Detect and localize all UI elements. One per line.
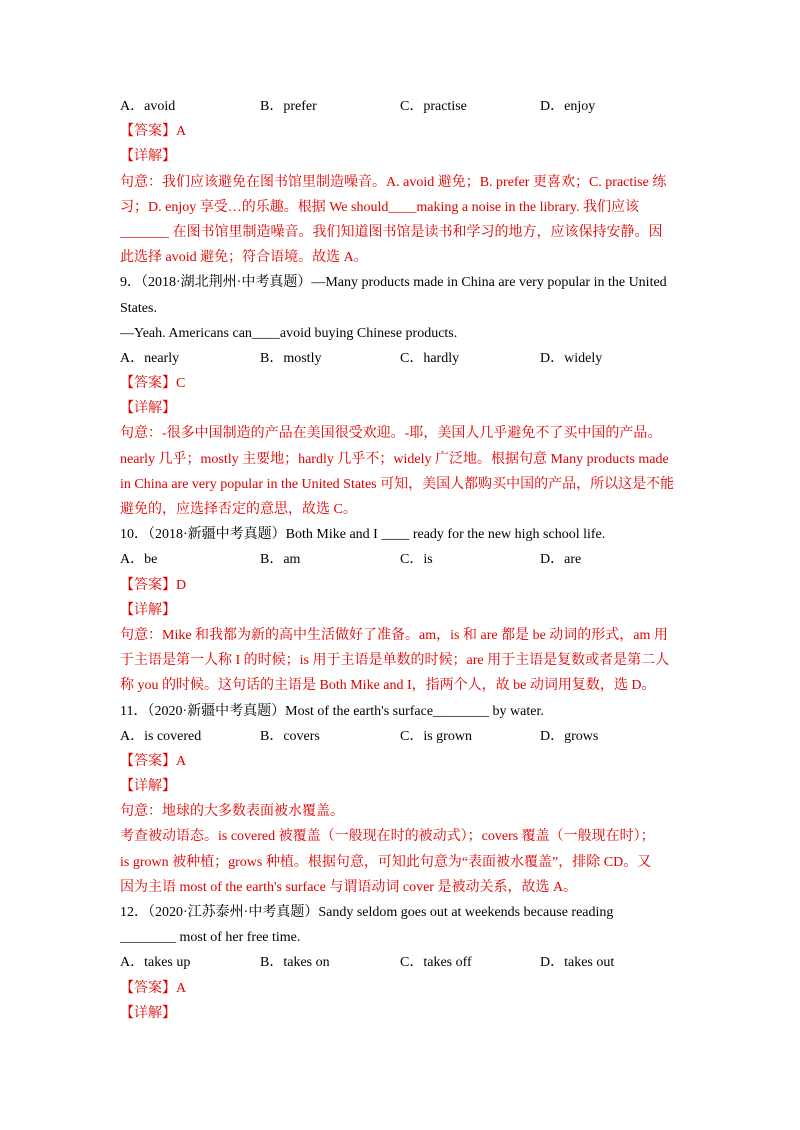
option-b: B．covers <box>260 728 320 744</box>
q8-detail-label: 【详解】 <box>120 149 176 165</box>
q9-stem: 9．（2018·湖北荆州·中考真题）—Many products made in China are very popular in the United <box>120 275 667 291</box>
option-c: C．practise <box>400 99 467 114</box>
q11-explain-line: 因为主语 most of the earth's surface 与谓语动词 cover 是被动关系，故选 A。 <box>120 879 578 895</box>
q10-detail-label: 【详解】 <box>120 602 176 618</box>
option-c: C．is <box>400 552 433 568</box>
option-a: A．takes up <box>120 955 191 971</box>
q9-answer: 【答案】C <box>120 376 186 392</box>
q12-detail-label: 【详解】 <box>120 1005 176 1021</box>
q8-explain-line: 习；D. enjoy 享受…的乐趣。根据 We should____making a noise in the library. 我们应该 <box>120 199 640 215</box>
q10-answer: 【答案】D <box>120 577 187 593</box>
q12-options <box>120 950 680 975</box>
page-content <box>120 94 680 1026</box>
q8-explain-line: 句意：我们应该避免在图书馆里制造噪音。A. avoid 避免；B. prefer 更喜欢；C. practise 练 <box>120 174 667 190</box>
q8-explain-line: _______ 在图书馆里制造噪音。我们知道图书馆是读书和学习的地方，应该保持安静。因 <box>120 224 663 240</box>
option-d: D．are <box>540 552 582 568</box>
option-d: D．grows <box>540 728 599 744</box>
option-a: A．avoid <box>120 99 176 114</box>
q11-answer: 【答案】A <box>120 753 187 769</box>
q10-stem: 10．（2018·新疆中考真题）Both Mike and I ____ ready for the new high school life. <box>120 527 606 543</box>
option-b: B．am <box>260 552 301 568</box>
q9-explain-line: 句意：-很多中国制造的产品在美国很受欢迎。-耶，美国人几乎避免不了买中国的产品。 <box>120 426 662 442</box>
q11-options <box>120 724 680 749</box>
option-a: A．nearly <box>120 350 180 366</box>
q12-stem: 12．（2020·江苏泰州·中考真题）Sandy seldom goes out at weekends because reading <box>120 905 614 920</box>
option-d: D．enjoy <box>540 99 596 114</box>
option-c: C．takes off <box>400 955 472 971</box>
q9-explain-line: nearly 几乎；mostly 主要地；hardly 几乎不；widely 广泛地。根据句意 Many products made <box>120 451 669 467</box>
option-b: B．mostly <box>260 350 322 366</box>
q12-stem: ________ most of her free time. <box>120 930 301 946</box>
option-c: C．hardly <box>400 350 460 366</box>
q8-answer: 【答案】A <box>120 124 187 140</box>
q12-answer: 【答案】A <box>120 980 187 996</box>
q9-detail-label: 【详解】 <box>120 401 176 417</box>
option-b: B．prefer <box>260 99 317 114</box>
q8-options <box>120 94 680 119</box>
option-c: C．is grown <box>400 728 472 744</box>
option-b: B．takes on <box>260 955 330 971</box>
q10-explain-line: 于主语是第一人称 I 的时候；is 用于主语是单数的时候；are 用于主语是复数或者是第二人 <box>120 653 670 669</box>
option-d: D．takes out <box>540 955 615 971</box>
q9-stem: States. <box>120 300 157 316</box>
q10-options <box>120 547 680 572</box>
q11-stem: 11．（2020·新疆中考真题）Most of the earth's surface________ by water. <box>120 703 544 719</box>
q8-explain-line: 此选择 avoid 避免；符合语境。故选 A。 <box>120 250 368 266</box>
q9-stem: —Yeah. Americans can____avoid buying Chinese products. <box>120 325 458 341</box>
option-a: A．is covered <box>120 728 202 744</box>
q10-explain-line: 句意：Mike 和我都为新的高中生活做好了准备。am，is 和 are 都是 be 动词的形式，am 用 <box>120 627 668 643</box>
option-d: D．widely <box>540 350 603 366</box>
q9-explain-line: in China are very popular in the United States 可知，美国人都购买中国的产品，所以这是不能 <box>120 476 675 492</box>
q11-detail-label: 【详解】 <box>120 779 176 795</box>
q9-options <box>120 346 680 371</box>
q11-explain-line: is grown 被种植；grows 种植。根据句意，可知此句意为“表面被水覆盖”，排除 CD。又 <box>120 854 652 870</box>
q11-explain-line: 考查被动语态。is covered 被覆盖（一般现在时的被动式）；covers 覆盖（一般现在时）； <box>120 829 655 845</box>
q9-explain-line: 避免的，应选择否定的意思，故选 C。 <box>120 502 357 517</box>
q11-explain-line: 句意：地球的大多数表面被水覆盖。 <box>120 804 344 820</box>
option-a: A．be <box>120 552 158 568</box>
q10-explain-line: 称 you 的时候。这句话的主语是 Both Mike and I，指两个人，故 be 动词用复数，选 D。 <box>120 678 656 694</box>
